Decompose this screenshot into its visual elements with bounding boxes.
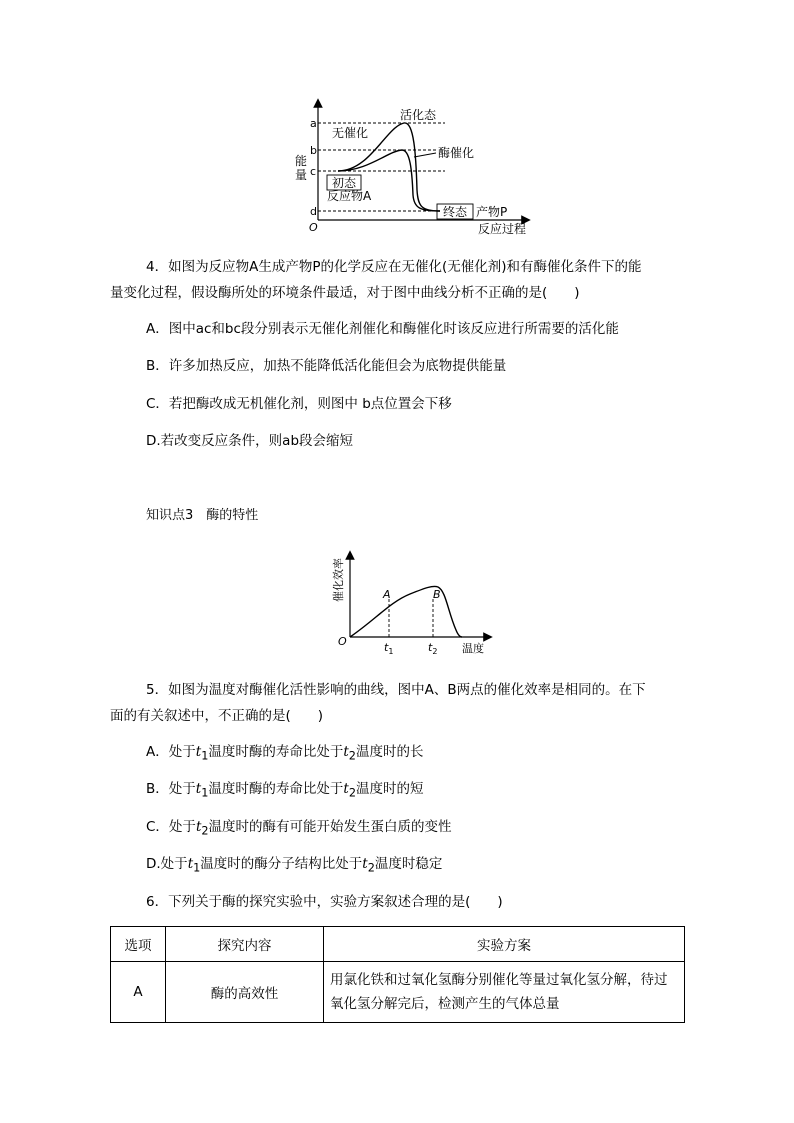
q4-option-c: C．若把酶改成无机催化剂，则图中 b点位置会下移: [146, 396, 452, 412]
uncatalyzed-label: 无催化: [332, 126, 369, 140]
efficiency-chart: [330, 550, 500, 658]
point-a-label: A: [383, 588, 391, 601]
level-a-label: a: [310, 117, 317, 130]
table-cell: 用氯化铁和过氧化氢酶分别催化等量过氧化氢分解，待过氧化氢分解完后，检测产生的气体总量: [324, 962, 685, 1023]
product-label: 产物P: [476, 205, 508, 219]
y-axis-label-1: 能: [295, 154, 308, 168]
q5-option-a: A．处于$t_1$温度时酶的寿命比处于$t_2$温度时的长: [146, 744, 424, 763]
y-axis-label-2: 量: [295, 168, 308, 182]
level-c-label: c: [310, 165, 317, 178]
t2-label: $t_2$: [428, 641, 438, 656]
y-axis-label: 催化效率: [332, 558, 345, 602]
point-b-label: B: [433, 588, 441, 601]
table-header-row: [111, 927, 685, 962]
x-axis-label: 反应过程: [478, 222, 527, 236]
level-d-label: d: [310, 205, 317, 218]
q5-stem-line1: 5．如图为温度对酶催化活性影响的曲线，图中A、B两点的催化效率是相同的。在下: [146, 682, 646, 698]
level-b-label: b: [310, 144, 317, 157]
q6-table: [110, 926, 685, 1023]
q4-stem-line1: 4．如图为反应物A生成产物P的化学反应在无催化(无催化剂)和有酶催化条件下的能: [146, 259, 642, 275]
enzyme-label: 酶催化: [438, 146, 475, 160]
q5-option-d: D.处于$t_1$温度时的酶分子结构比处于$t_2$温度时稳定: [146, 856, 443, 875]
section-title: 知识点3 酶的特性: [146, 508, 259, 523]
final-state-label: 终态: [443, 205, 468, 219]
q4-option-d: D.若改变反应条件，则ab段会缩短: [146, 433, 354, 449]
initial-state-label: 初态: [332, 176, 357, 190]
efficiency-curve: [350, 586, 462, 637]
origin-label: O: [338, 635, 347, 648]
reactant-label: 反应物A: [327, 189, 372, 203]
q4-option-a: A．图中ac和bc段分别表示无催化剂催化和酶催化时该反应进行所需要的活化能: [146, 321, 619, 337]
q5-option-c: C．处于$t_2$温度时的酶有可能开始发生蛋白质的变性: [146, 819, 452, 838]
x-axis-label: 温度: [462, 642, 484, 655]
table-row: [111, 962, 685, 1023]
energy-diagram: [290, 95, 540, 237]
q6-stem: 6．下列关于酶的探究实验中，实验方案叙述合理的是( ): [146, 894, 503, 910]
table-header: 探究内容: [166, 927, 324, 962]
table-header: 选项: [111, 927, 166, 962]
enzyme-pointer: [414, 153, 436, 157]
q5-option-b: B．处于$t_1$温度时酶的寿命比处于$t_2$温度时的短: [146, 781, 424, 800]
q5-stem-line2: 面的有关叙述中，不正确的是( ): [110, 708, 324, 724]
activated-state-label: 活化态: [400, 108, 437, 122]
q4-stem-line2: 量变化过程，假设酶所处的环境条件最适，对于图中曲线分析不正确的是( ): [110, 285, 580, 301]
table-header: 实验方案: [324, 927, 685, 962]
origin-label: O: [309, 221, 318, 234]
t1-label: $t_1$: [384, 641, 394, 656]
table-cell: 酶的高效性: [166, 962, 324, 1023]
table-cell: A: [111, 962, 166, 1023]
q4-option-b: B．许多加热反应，加热不能降低活化能但会为底物提供能量: [146, 358, 507, 374]
